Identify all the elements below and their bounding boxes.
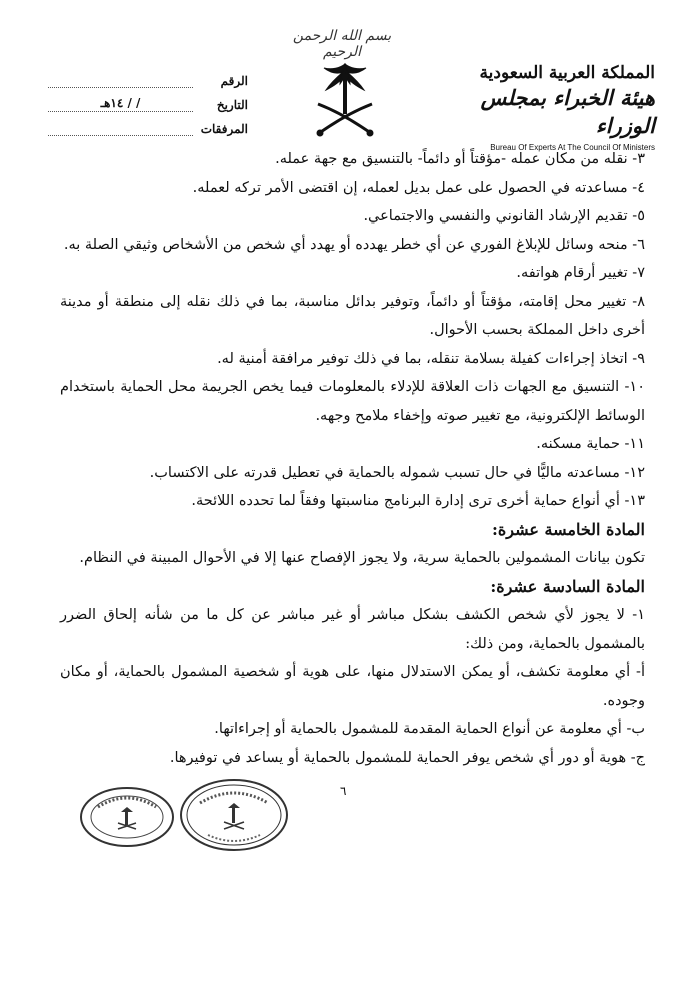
list-item: ٨- تغيير محل إقامته، مؤقتاً أو دائماً، وتوفير بدائل مناسبة، بما في ذلك نقله إلى منطقة أو مدينة أخرى داخل المملكة بحسب الأحوال. <box>60 293 645 338</box>
attachments-row <box>48 112 248 136</box>
attachments-label: المرفقات <box>200 122 248 136</box>
letterhead-right <box>435 62 655 154</box>
article-15-title: المادة الخامسة عشرة: <box>492 519 645 539</box>
list-item: ٧- تغيير أرقام هواتفه. <box>516 265 645 281</box>
kingdom-name: المملكة العربية السعودية <box>479 63 655 83</box>
saudi-emblem-icon <box>310 58 380 140</box>
date-value: / / ١٤هـ <box>48 96 193 112</box>
list-item: ٤- مساعدته في الحصول على عمل بديل لعمله، إن اقتضى الأمر تركه لعمله. <box>192 179 645 196</box>
article-15-text: تكون بيانات المشمولين بالحماية سرية، ولا يجوز الإفصاح عنها إلا في الأحوال المبينة في النظام. <box>79 550 645 566</box>
article-16-title: المادة السادسة عشرة: <box>490 576 645 596</box>
page-number: ٦ <box>340 784 347 798</box>
article-16-item-1: ١- لا يجوز لأي شخص الكشف بشكل مباشر أو غير مباشر عن كل ما من شأنه إلحاق الضرر بالمشمول بالحماية، ومن ذلك: <box>60 607 645 652</box>
date-row <box>48 88 248 112</box>
reference-value <box>48 72 193 88</box>
reference-row <box>48 64 248 88</box>
list-item: ١٢- مساعدته ماليًّا في حال تسبب شموله بالحماية في تعطيل قدرته على الاكتساب. <box>149 464 645 481</box>
official-seal-stamp <box>178 777 290 853</box>
basmala: بسم الله الرحمن الرحيم <box>292 28 392 60</box>
list-item: ٣- نقله من مكان عمله -مؤقتاً أو دائماً- بالتنسيق مع جهة عمله. <box>275 151 645 167</box>
document-body <box>60 145 645 772</box>
attachments-value <box>48 120 193 136</box>
list-item: ١٣- أي أنواع حماية أخرى ترى إدارة البرنامج مناسبتها وفقاً لما تحدده اللائحة. <box>191 493 645 509</box>
list-item: ٩- اتخاذ إجراءات كفيلة بسلامة تنقله، بما في ذلك توفير مرافقة أمنية له. <box>217 350 645 367</box>
reference-block <box>48 64 248 136</box>
list-item: ١١- حماية مسكنه. <box>536 436 645 452</box>
sub-item: ج- هوية أو دور أي شخص يوفر الحماية للمشمول بالحماية أو يساعد في توفيرها. <box>169 749 645 766</box>
date-label: التاريخ <box>216 98 248 112</box>
list-item: ١٠- التنسيق مع الجهات ذات العلاقة للإدلاء بالمعلومات فيما يخص الجريمة محل الحماية باستخدام الوسائط الإلكترونية، مع تغيير صوته وإخفاء ملامح وجهه. <box>60 379 645 424</box>
official-seal-stamp <box>78 785 176 849</box>
sub-item: أ- أي معلومة تكشف، أو يمكن الاستدلال منها، على هوية أو شخصية المشمول بالحماية، أو مكان وجوده. <box>60 664 645 709</box>
sub-item: ب- أي معلومة عن أنواع الحماية المقدمة للمشمول بالحماية أو إجراءاتها. <box>214 721 645 737</box>
reference-label: الرقم <box>220 74 248 88</box>
list-item: ٦- منحه وسائل للإبلاغ الفوري عن أي خطر يهدده أو يهدد أي شخص من الأشخاص وثيقي الصلة به. <box>63 236 645 253</box>
list-item: ٥- تقديم الإرشاد القانوني والنفسي والاجتماعي. <box>363 208 645 224</box>
bureau-name-ar: هيئة الخبراء بمجلس الوزراء <box>480 85 655 138</box>
bureau-name-en: Bureau Of Experts At The Council Of Ministers <box>490 143 655 152</box>
